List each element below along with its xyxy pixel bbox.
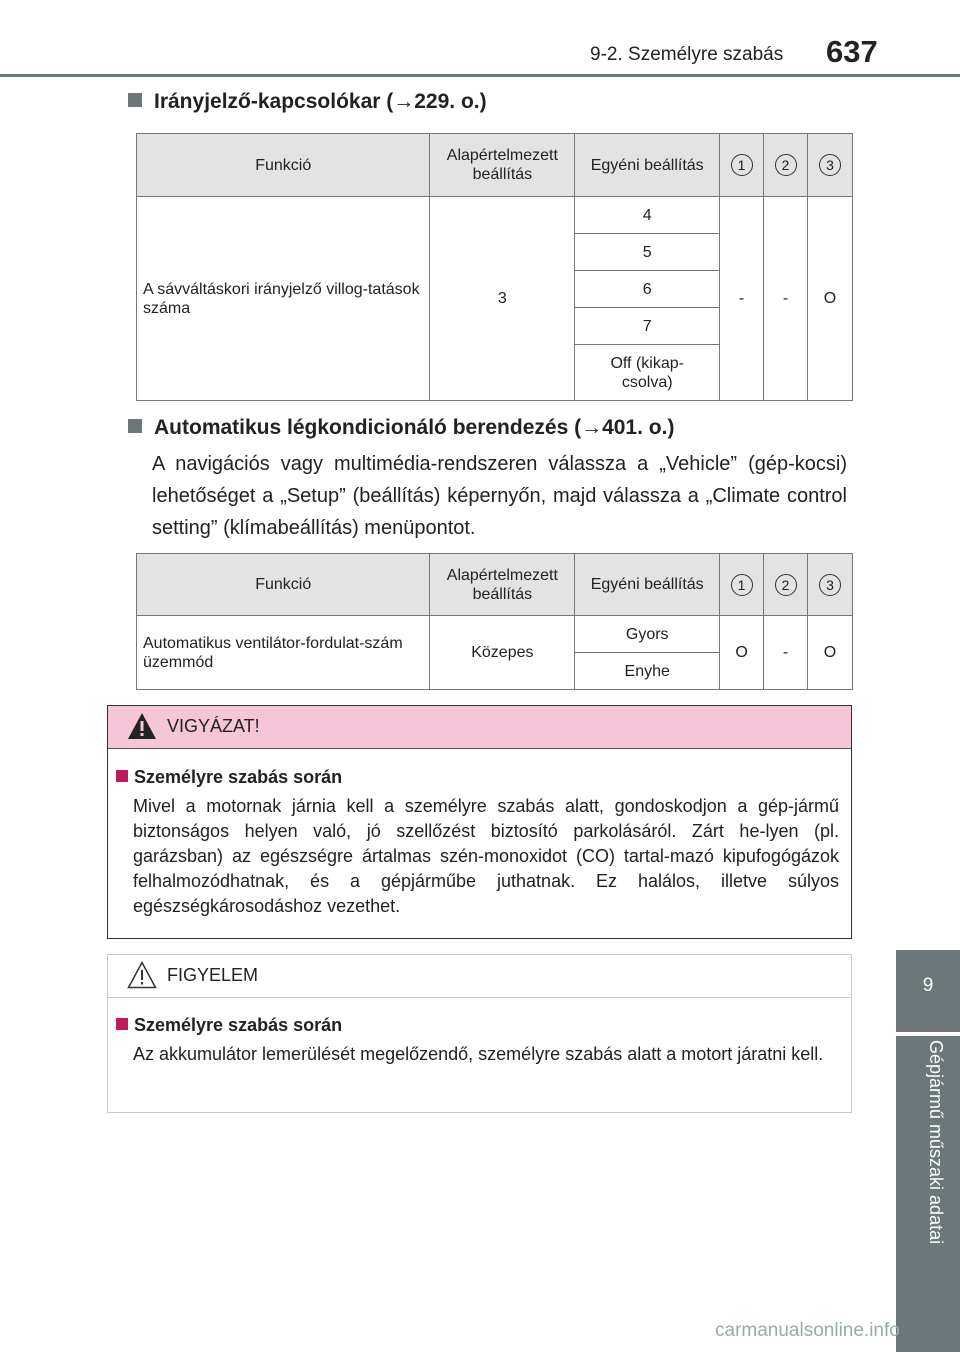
- notice-subheading: [116, 1015, 342, 1036]
- page-number: 637: [826, 34, 878, 69]
- notice-header: [108, 955, 851, 998]
- bullet-square-icon: [128, 93, 142, 107]
- circle-2-icon: 2: [775, 574, 797, 596]
- default-cell: Közepes: [430, 616, 575, 690]
- bullet-square-icon: [116, 770, 128, 782]
- turn-signal-table: [136, 133, 853, 401]
- header-col-1: [720, 554, 764, 616]
- header-col-1: [720, 134, 764, 197]
- caution-box: [107, 705, 852, 939]
- subheading-text: Személyre szabás során: [134, 767, 343, 787]
- option-cell: Off (kikap-csolva): [575, 345, 720, 401]
- header-custom: Egyéni beállítás: [575, 554, 720, 616]
- climate-instructions: A navigációs vagy multimédia-rendszeren válassza a „Vehicle” (gép-kocsi) lehetőséget a „Setup” (beállítás) képernyőn, majd válassza a „Climate control setting” (klímabeállítás) menüpontot.: [152, 453, 847, 539]
- col1-cell: -: [720, 197, 764, 401]
- notice-text: Az akkumulátor lemerülését megelőzendő, személyre szabás alatt a motort járatni kell.: [133, 1044, 824, 1064]
- chapter-title: Gépjármű műszaki adatai: [926, 1040, 946, 1245]
- col1-cell: O: [720, 616, 764, 690]
- header-col-3: [808, 134, 853, 197]
- function-cell: Automatikus ventilátor-fordulat-szám üzemmód: [137, 616, 430, 690]
- section-heading-climate: [128, 416, 674, 440]
- col2-cell: -: [764, 616, 808, 690]
- bullet-square-icon: [116, 1018, 128, 1030]
- option-cell: Gyors: [575, 616, 720, 653]
- header-default: Alapértelmezett beállítás: [430, 134, 575, 197]
- circle-3-icon: 3: [819, 574, 841, 596]
- circle-1-icon: 1: [731, 154, 753, 176]
- option-cell: 6: [575, 271, 720, 308]
- option-cell: 4: [575, 197, 720, 234]
- option-cell: Enyhe: [575, 653, 720, 690]
- caution-text: Mivel a motornak járnia kell a személyre szabás alatt, gondoskodjon a gép-jármű biztonságos helyen való, jó szellőzést biztosító parkolásáról. Zárt he-lyen (pl. garázsban) az egészségre ártalmas szén-monoxidot (CO) tartal-mazó kipufogógázok felhalmozódhatnak, és a gépjárműbe juthatnak. Ez halálos, illetve súlyos egészségkárosodáshoz vezethet.: [133, 796, 839, 916]
- header-divider: [0, 74, 960, 77]
- section-title: 9-2. Személyre szabás: [590, 44, 784, 65]
- notice-box: [107, 954, 852, 1113]
- col2-cell: -: [764, 197, 808, 401]
- default-cell: 3: [430, 197, 575, 401]
- option-cell: 7: [575, 308, 720, 345]
- col3-cell: O: [808, 616, 853, 690]
- subheading-text: Személyre szabás során: [134, 1015, 343, 1035]
- header-col-2: [764, 134, 808, 197]
- header-custom: Egyéni beállítás: [575, 134, 720, 197]
- option-cell: 5: [575, 234, 720, 271]
- function-cell: A sávváltáskori irányjelző villog-tatások száma: [137, 197, 430, 401]
- header-function: Funkció: [137, 134, 430, 197]
- circle-2-icon: 2: [775, 154, 797, 176]
- section-heading-turn-signal: [128, 90, 487, 114]
- circle-3-icon: 3: [819, 154, 841, 176]
- chapter-number-tab: 9: [896, 950, 960, 1032]
- notice-title: FIGYELEM: [167, 965, 259, 985]
- caution-subheading: [116, 767, 342, 788]
- warning-outline-icon: [127, 961, 157, 989]
- bullet-square-icon: [128, 419, 142, 433]
- header-col-2: [764, 554, 808, 616]
- climate-table: [136, 553, 853, 690]
- watermark: carmanualsonline.info: [715, 1320, 900, 1341]
- heading-text: Automatikus légkondicionáló berendezés (→401. o.): [154, 416, 675, 439]
- header-col-3: [808, 554, 853, 616]
- warning-icon: [127, 712, 157, 740]
- caution-header: [108, 706, 851, 749]
- col3-cell: O: [808, 197, 853, 401]
- caution-title: VIGYÁZAT!: [167, 716, 260, 736]
- heading-text: Irányjelző-kapcsolókar (→229. o.): [154, 90, 487, 113]
- header-function: Funkció: [137, 554, 430, 616]
- circle-1-icon: 1: [731, 574, 753, 596]
- header-default: Alapértelmezett beállítás: [430, 554, 575, 616]
